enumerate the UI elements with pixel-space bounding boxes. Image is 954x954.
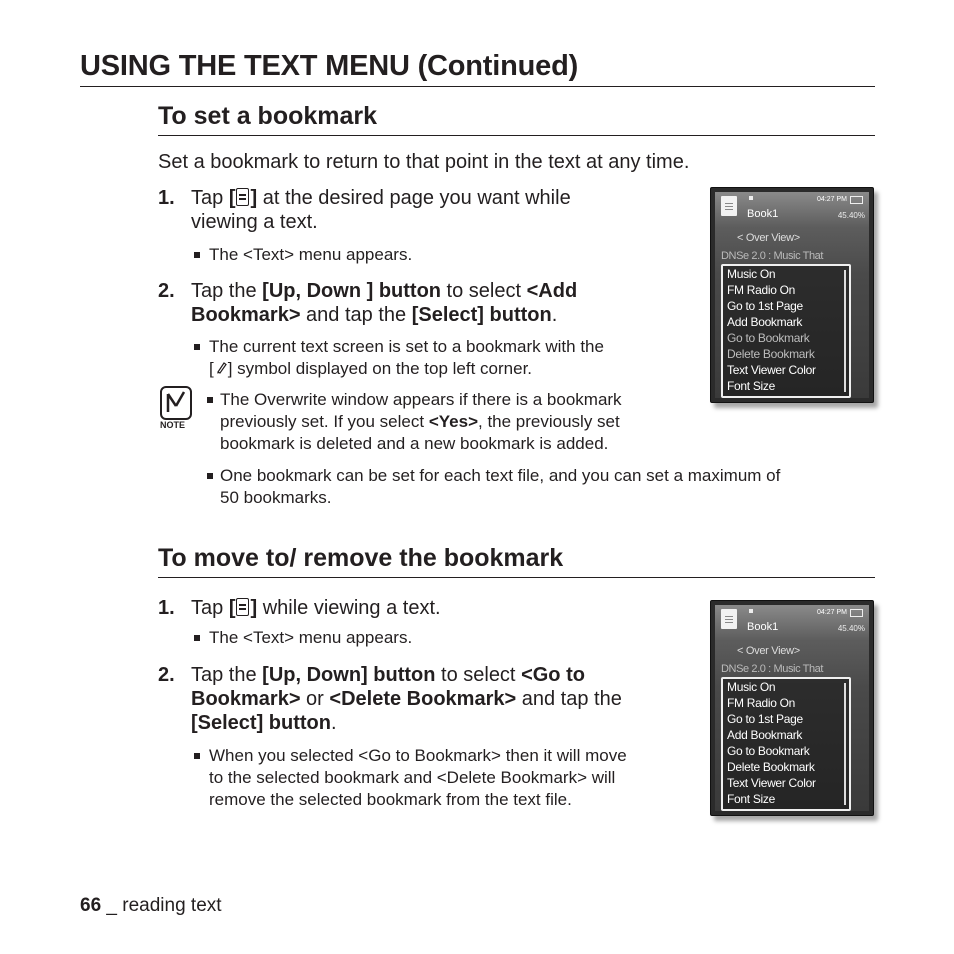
- progress-percent: 45.40%: [837, 211, 865, 220]
- step-number: 2.: [158, 664, 175, 686]
- section-rule: [158, 135, 875, 136]
- menu-item[interactable]: Text Viewer Color: [727, 776, 816, 790]
- title-rule: [80, 86, 875, 87]
- section-intro: Set a bookmark to return to that point in the text at any time.: [158, 151, 690, 173]
- book-title: Book1: [747, 621, 779, 633]
- clock: 04:27 PM: [817, 196, 847, 203]
- bookmark-icon: [749, 196, 753, 200]
- section-title-move-remove: To move to/ remove the bookmark: [158, 544, 564, 572]
- step-number: 1.: [158, 597, 175, 619]
- menu-item[interactable]: Delete Bookmark: [727, 347, 815, 361]
- book-title: Book1: [747, 208, 779, 220]
- overview-label: < Over View>: [737, 232, 800, 244]
- menu-item[interactable]: Music On: [727, 680, 776, 694]
- menu-item[interactable]: FM Radio On: [727, 283, 796, 297]
- battery-icon: [850, 609, 863, 617]
- menu-item[interactable]: FM Radio On: [727, 696, 796, 710]
- text-menu-popup: [721, 264, 851, 398]
- step-text: Tap the [Up, Down] button to select <Go to Bookmark> or <Delete Bookmark> and tap the [Select] button.: [191, 664, 622, 734]
- step-text: Tap the [Up, Down ] button to select <Add Bookmark> and tap the [Select] button.: [191, 280, 578, 326]
- menu-item[interactable]: Go to 1st Page: [727, 712, 803, 726]
- menu-item[interactable]: Go to 1st Page: [727, 299, 803, 313]
- step-number: 1.: [158, 187, 175, 209]
- battery-icon: [850, 196, 863, 204]
- menu-item[interactable]: Text Viewer Color: [727, 363, 816, 377]
- pencil-icon: [214, 358, 228, 380]
- device-screenshot: [710, 600, 874, 816]
- menu-item[interactable]: Music On: [727, 267, 776, 281]
- menu-icon: [236, 598, 249, 616]
- menu-item-selected[interactable]: Go to Bookmark: [727, 744, 810, 758]
- note-icon: [160, 386, 192, 420]
- bookmark-icon: [749, 609, 753, 613]
- menu-item-selected[interactable]: Add Bookmark: [727, 315, 803, 329]
- overview-label: < Over View>: [737, 645, 800, 657]
- menu-item[interactable]: Add Bookmark: [727, 728, 803, 742]
- footer-section: _ reading text: [101, 895, 222, 916]
- page-number: 66: [80, 895, 102, 916]
- dnse-label: DNSe 2.0 : Music That: [721, 250, 824, 262]
- document-icon: [721, 196, 737, 216]
- menu-item[interactable]: Delete Bookmark: [727, 760, 815, 774]
- document-icon: [721, 609, 737, 629]
- step-text: Tap [ ] at the desired page you want while viewing a text.: [191, 187, 571, 233]
- scrollbar[interactable]: [844, 270, 846, 392]
- step-text: Tap [ ] while viewing a text.: [191, 597, 441, 619]
- progress-percent: 45.40%: [837, 624, 865, 633]
- menu-item[interactable]: Font Size: [727, 792, 775, 806]
- clock: 04:27 PM: [817, 609, 847, 616]
- text-menu-popup: [721, 677, 851, 811]
- section-title-set-bookmark: To set a bookmark: [158, 102, 378, 130]
- page-title: USING THE TEXT MENU (Continued): [80, 50, 579, 82]
- device-screenshot: [710, 187, 874, 403]
- scrollbar[interactable]: [844, 683, 846, 805]
- page-footer: [80, 895, 222, 917]
- step-number: 2.: [158, 280, 175, 302]
- dnse-label: DNSe 2.0 : Music That: [721, 663, 824, 675]
- section-rule: [158, 577, 875, 578]
- note-label: NOTE: [160, 420, 186, 430]
- menu-item[interactable]: Font Size: [727, 379, 775, 393]
- menu-icon: [236, 188, 249, 206]
- menu-item[interactable]: Go to Bookmark: [727, 331, 810, 345]
